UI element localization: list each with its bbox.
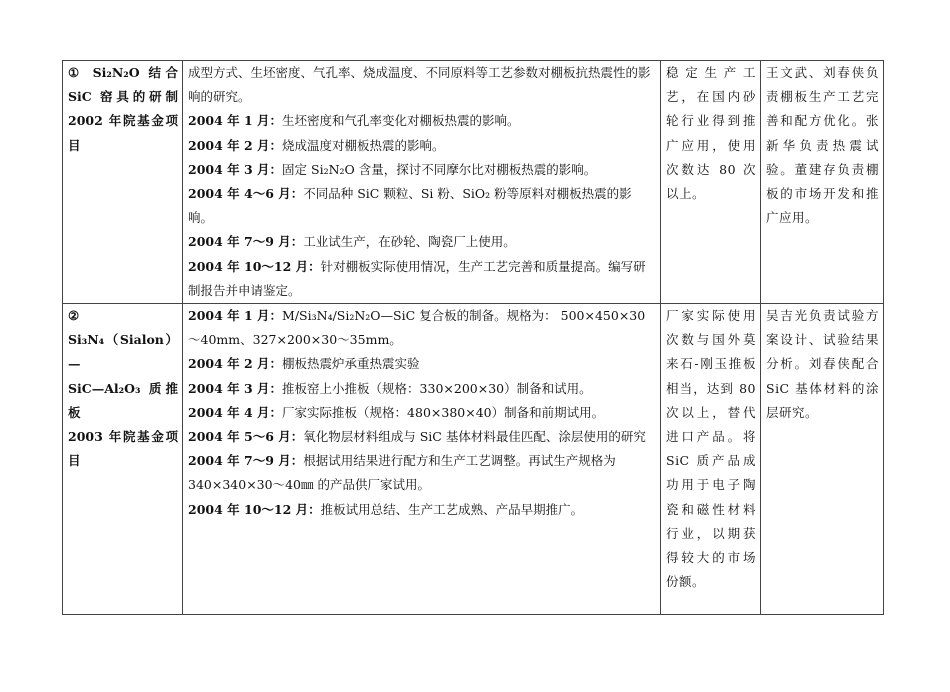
plan-text: M/Si₃N₄/Si₂N₂O—SiC 复合板的制备。规格为： 500×450×30～40mm、327×200×30～35mm。 (188, 308, 646, 348)
plan-text: 推板试用总结、生产工艺成熟、产品早期推广。 (320, 501, 584, 517)
project-title-line: SiC—Al₂O₃ 质推板 (68, 380, 178, 420)
plan-item (188, 449, 656, 497)
plan-text: 棚板热震炉承重热震实验 (282, 356, 420, 372)
plan-date: 2004 年 3 月： (188, 380, 283, 396)
plan-text: 推板窑上小推板（规格：330×200×30）制备和试用。 (282, 380, 592, 396)
project-title-line: Si₃N₄（Sialon）— (68, 332, 178, 372)
plan-date: 2004 年 7～9 月： (188, 453, 304, 469)
plan-item (188, 182, 656, 230)
plan-item (188, 255, 656, 303)
project-title-line: ① Si₂N₂O 结合 (68, 65, 178, 80)
plan-date: 2004 年 3 月： (188, 161, 283, 177)
plan-item (188, 377, 656, 401)
plan-text: 工业试生产，在砂轮、陶瓷厂上使用。 (303, 234, 516, 250)
plan-date: 2004 年 7～9 月： (188, 234, 304, 250)
staff-cell: 王文武、刘春侠负责棚板生产工艺完善和配方优化。张新华负责热震试验。董建存负责棚板的市场开发和推广应用。 (761, 61, 884, 304)
staff-cell: 吴吉光负责试验方案设计、试验结果分析。刘春侠配合 SiC 基体材料的涂层研究。 (761, 304, 884, 615)
plan-item (188, 230, 656, 254)
project-table (62, 60, 884, 615)
result-cell: 稳定生产工艺，在国内砂轮行业得到推广应用，使用次数达 80 次以上。 (661, 61, 761, 304)
plan-item (188, 498, 656, 522)
plan-date: 2004 年 10～12 月： (188, 258, 321, 274)
plan-cell (183, 304, 661, 615)
plan-item (188, 109, 656, 133)
plan-item (188, 425, 656, 449)
plan-text: 生坯密度和气孔率变化对棚板热震的影响。 (282, 113, 520, 129)
plan-date: 2004 年 1 月： (188, 308, 283, 324)
plan-text: 针对棚板实际使用情况，生产工艺完善和质量提高。编写研制报告并申请鉴定。 (188, 258, 646, 298)
plan-item (188, 134, 656, 158)
project-name-cell (63, 304, 183, 615)
plan-item (188, 401, 656, 425)
plan-text: 烧成温度对棚板热震的影响。 (282, 137, 445, 153)
table-row (63, 61, 884, 304)
project-title-line: SiC 窑具的研制 (68, 89, 178, 105)
plan-text: 氧化物层材料组成与 SiC 基体材料最佳匹配、涂层使用的研究 (303, 429, 646, 445)
project-title-line: ② (68, 308, 80, 324)
plan-item (188, 158, 656, 182)
project-title-line: 目 (68, 453, 81, 469)
plan-text: 厂家实际推板（规格：480×380×40）制备和前期试用。 (282, 404, 605, 420)
plan-item (188, 352, 656, 376)
plan-intro: 成型方式、生坯密度、气孔率、烧成温度、不同原料等工艺参数对棚板抗热震性的影响的研究。 (188, 65, 651, 105)
plan-date: 2004 年 2 月： (188, 356, 283, 372)
plan-date: 2004 年 5～6 月： (188, 429, 304, 445)
plan-text: 不同品种 SiC 颗粒、Si 粉、SiO₂ 粉等原料对棚板热震的影响。 (188, 186, 632, 226)
result-cell: 厂家实际使用次数与国外莫来石-刚玉推板相当，达到 80 次以上，替代进口产品。将 SiC 质产品成功用于电子陶瓷和磁性材料行业，以期获得较大的市场份额。 (661, 304, 761, 615)
plan-text: 固定 Si₂N₂O 含量，探讨不同摩尔比对棚板热震的影响。 (282, 161, 597, 177)
project-title-line: 2002 年院基金项 (68, 113, 178, 129)
plan-item (188, 304, 656, 352)
table-row (63, 304, 884, 615)
plan-text: 根据试用结果进行配方和生产工艺调整。再试生产规格为 340×340×30～40㎜ 的产品供厂家试用。 (188, 453, 616, 493)
plan-date: 2004 年 4 月： (188, 404, 283, 420)
project-title-line: 2003 年院基金项 (68, 429, 178, 445)
plan-cell (183, 61, 661, 304)
plan-date: 2004 年 2 月： (188, 137, 283, 153)
plan-date: 2004 年 10～12 月： (188, 501, 321, 517)
plan-date: 2004 年 4～6 月： (188, 186, 304, 202)
project-title-line: 目 (68, 137, 81, 153)
plan-date: 2004 年 1 月： (188, 113, 283, 129)
project-name-cell (63, 61, 183, 304)
